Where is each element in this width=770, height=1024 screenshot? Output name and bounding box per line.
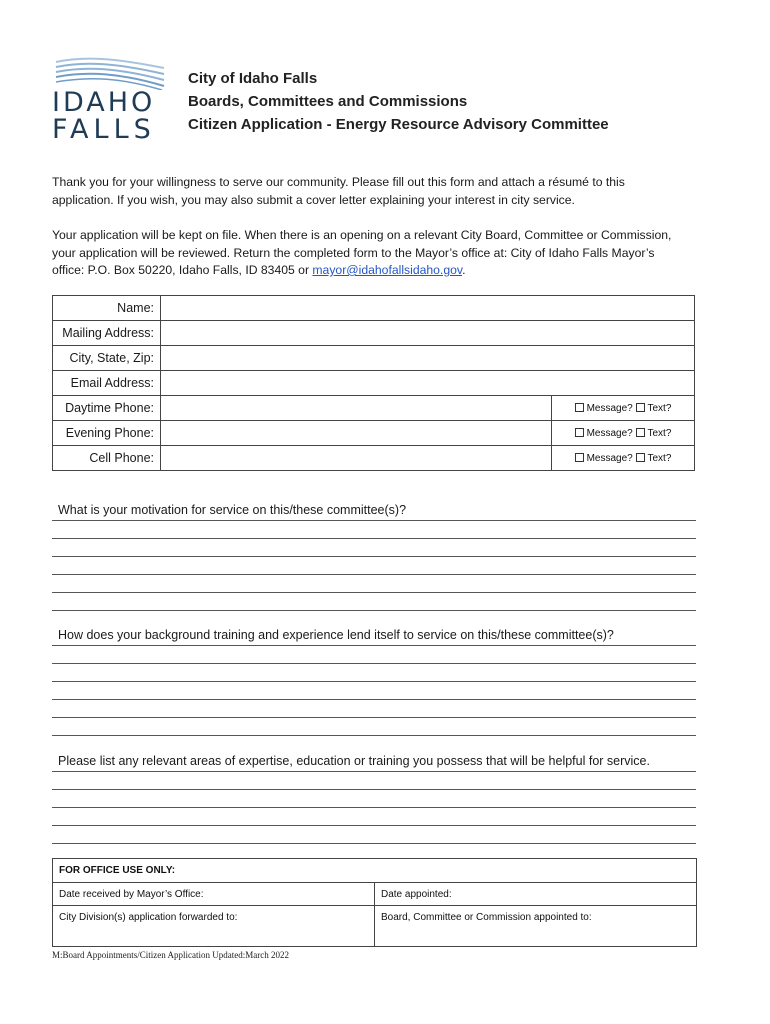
answer-line[interactable] <box>52 593 696 611</box>
date-received-label: Date received by Mayor’s Office: <box>53 883 375 906</box>
table-row <box>53 883 697 906</box>
table-row <box>53 421 695 446</box>
answer-line[interactable] <box>52 539 696 557</box>
heading-application-title: Citizen Application - Energy Resource Advisory Committee <box>188 116 609 133</box>
expertise-question-text: Please list any relevant areas of expertise, education or training you possess that will be helpful for service. <box>52 753 696 772</box>
heading-boards: Boards, Committees and Commissions <box>188 93 468 110</box>
daytime-message-label: Message? <box>586 402 633 414</box>
mayor-email-link[interactable]: mayor@idahofallsidaho.gov <box>312 263 463 277</box>
daytime-text-label: Text? <box>647 402 672 414</box>
mailing-address-label: Mailing Address: <box>53 321 161 346</box>
intro-text-2-end: . <box>462 263 466 277</box>
name-label: Name: <box>53 296 161 321</box>
table-row <box>53 859 697 883</box>
evening-phone-label: Evening Phone: <box>53 421 161 446</box>
answer-line[interactable] <box>52 682 696 700</box>
answer-line[interactable] <box>52 700 696 718</box>
answer-line[interactable] <box>52 646 696 664</box>
evening-text-label: Text? <box>647 427 672 439</box>
expertise-question <box>52 753 696 844</box>
office-use-title: FOR OFFICE USE ONLY: <box>53 859 697 883</box>
name-field[interactable] <box>161 296 695 321</box>
footer-note: M:Board Appointments/Citizen Application Updated:March 2022 <box>52 950 289 960</box>
table-row <box>53 321 695 346</box>
evening-phone-field[interactable] <box>161 421 552 446</box>
answer-line[interactable] <box>52 790 696 808</box>
cell-phone-field[interactable] <box>161 446 552 471</box>
board-appointed-label: Board, Committee or Commission appointed to: <box>375 906 697 947</box>
cell-contact-options <box>552 446 695 471</box>
answer-line[interactable] <box>52 521 696 539</box>
answer-line[interactable] <box>52 664 696 682</box>
evening-contact-options <box>552 421 695 446</box>
answer-line[interactable] <box>52 772 696 790</box>
table-row <box>53 446 695 471</box>
table-row <box>53 396 695 421</box>
daytime-contact-options <box>552 396 695 421</box>
table-row <box>53 346 695 371</box>
table-row <box>53 296 695 321</box>
cell-text-label: Text? <box>647 452 672 464</box>
evening-text-checkbox[interactable] <box>636 428 645 437</box>
answer-line[interactable] <box>52 808 696 826</box>
table-row <box>53 371 695 396</box>
answer-line[interactable] <box>52 826 696 844</box>
mailing-address-field[interactable] <box>161 321 695 346</box>
intro-text-2: Your application will be kept on file. When there is an opening on a relevant City Board, Committee or Commission, your application will be reviewed. Return the completed form to the Mayor’s office at: City of Idaho Falls Mayor’s office: P.O. Box 50220, Idaho Falls, ID 83405 or <box>52 228 672 277</box>
intro-paragraph-2 <box>52 227 672 280</box>
river-waves-icon <box>54 56 166 90</box>
date-appointed-label: Date appointed: <box>375 883 697 906</box>
daytime-message-checkbox[interactable] <box>575 403 584 412</box>
motivation-question <box>52 502 696 611</box>
daytime-text-checkbox[interactable] <box>636 403 645 412</box>
email-address-label: Email Address: <box>53 371 161 396</box>
answer-line[interactable] <box>52 718 696 736</box>
applicant-info-table <box>52 295 695 471</box>
intro-paragraph-1 <box>52 174 672 209</box>
cell-phone-label: Cell Phone: <box>53 446 161 471</box>
city-logo <box>50 56 170 145</box>
heading-city: City of Idaho Falls <box>188 70 318 87</box>
intro-text-1: Thank you for your willingness to serve our community. Please fill out this form and attach a résumé to this application. If you wish, you may also submit a cover letter explaining your interest in city service. <box>52 175 625 207</box>
office-use-table <box>52 858 697 947</box>
email-address-field[interactable] <box>161 371 695 396</box>
daytime-phone-label: Daytime Phone: <box>53 396 161 421</box>
logo-word-idaho: IDAHO <box>52 87 156 118</box>
cell-text-checkbox[interactable] <box>636 453 645 462</box>
table-row <box>53 906 697 947</box>
background-question <box>52 627 696 736</box>
logo-word-falls: FALLS <box>52 114 156 145</box>
answer-line[interactable] <box>52 575 696 593</box>
cell-message-label: Message? <box>586 452 633 464</box>
cell-message-checkbox[interactable] <box>575 453 584 462</box>
evening-message-label: Message? <box>586 427 633 439</box>
document-heading <box>188 67 609 136</box>
answer-line[interactable] <box>52 557 696 575</box>
division-forwarded-label: City Division(s) application forwarded to: <box>53 906 375 947</box>
evening-message-checkbox[interactable] <box>575 428 584 437</box>
city-state-zip-field[interactable] <box>161 346 695 371</box>
city-state-zip-label: City, State, Zip: <box>53 346 161 371</box>
daytime-phone-field[interactable] <box>161 396 552 421</box>
background-question-text: How does your background training and experience lend itself to service on this/these committee(s)? <box>52 627 696 646</box>
motivation-question-text: What is your motivation for service on this/these committee(s)? <box>52 502 696 521</box>
